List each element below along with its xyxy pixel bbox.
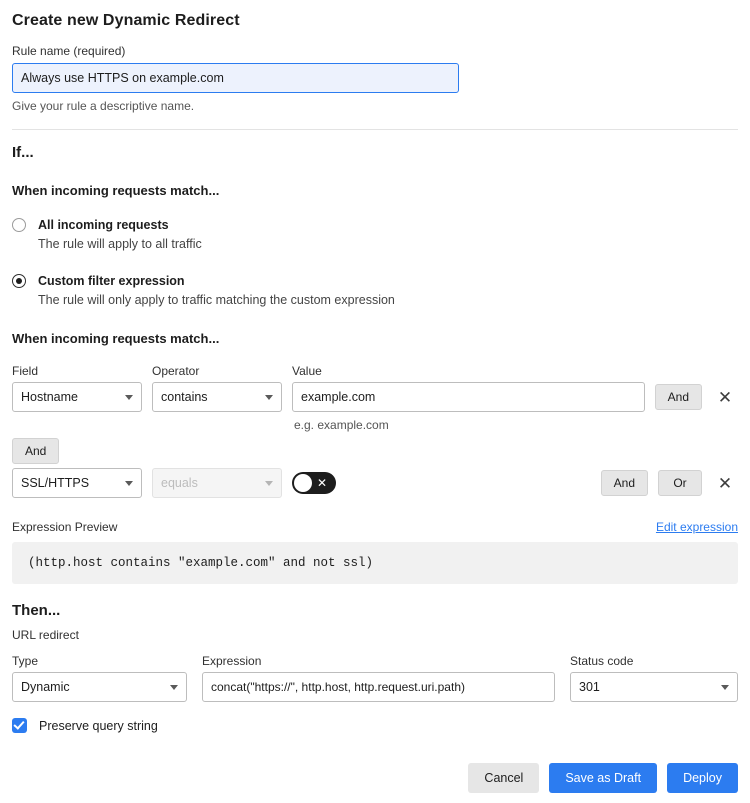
radio-option-all-requests[interactable] — [12, 216, 738, 254]
url-redirect-subtitle: URL redirect — [12, 628, 79, 643]
rule-name-label: Rule name (required) — [12, 44, 126, 58]
then-section-heading: Then... — [12, 602, 61, 620]
operator-select-wrap-2 — [152, 468, 282, 498]
and-button-row-1[interactable]: And — [655, 384, 702, 410]
remove-condition-button-1[interactable]: ✕ — [712, 384, 738, 410]
status-code-select[interactable] — [570, 672, 738, 702]
section-divider — [12, 129, 738, 130]
radio-icon-all-requests[interactable] — [12, 218, 26, 232]
radio-title-custom-filter: Custom filter expression — [38, 273, 185, 288]
field-select-2[interactable] — [12, 468, 142, 498]
rule-name-input[interactable] — [12, 63, 459, 93]
column-header-value: Value — [292, 364, 322, 379]
and-connector-wrap — [12, 432, 738, 464]
field-select-wrap-2[interactable] — [12, 468, 142, 498]
rule-name-help: Give your rule a descriptive name. — [12, 99, 195, 113]
ssl-toggle[interactable] — [292, 472, 336, 494]
then-column-headers — [12, 654, 738, 668]
operator-select-wrap-1[interactable] — [152, 382, 282, 412]
condition-row-1 — [12, 382, 738, 412]
expression-preview-box: (http.host contains "example.com" and not ssl) — [12, 542, 738, 584]
radio-desc-all-requests: The rule will apply to all traffic — [38, 236, 202, 251]
toggle-knob — [294, 474, 312, 492]
condition-column-headers — [12, 364, 738, 378]
field-select-wrap-1[interactable] — [12, 382, 142, 412]
radio-icon-custom-filter[interactable] — [12, 274, 26, 288]
value-input-1[interactable] — [292, 382, 645, 412]
value-hint-1: e.g. example.com — [294, 418, 389, 433]
if-section-heading: If... — [12, 144, 34, 161]
footer-actions — [458, 763, 738, 793]
operator-select-1[interactable] — [152, 382, 282, 412]
and-connector-button[interactable]: And — [12, 438, 59, 464]
preserve-query-string-label: Preserve query string — [39, 718, 158, 733]
save-as-draft-button[interactable]: Save as Draft — [549, 763, 657, 793]
radio-title-all-requests: All incoming requests — [38, 218, 169, 232]
column-header-operator: Operator — [152, 364, 200, 379]
column-header-type: Type — [12, 654, 39, 669]
radio-desc-custom-filter: The rule will only apply to traffic matching the custom expression — [38, 292, 395, 307]
cancel-button[interactable]: Cancel — [468, 763, 539, 793]
condition-row-2 — [12, 468, 738, 498]
edit-expression-link[interactable]: Edit expression — [655, 520, 738, 535]
close-icon: ✕ — [316, 476, 327, 491]
type-select[interactable] — [12, 672, 187, 702]
status-code-select-wrap[interactable] — [570, 672, 738, 702]
match-heading: When incoming requests match... — [12, 183, 220, 198]
column-header-expression: Expression — [202, 654, 262, 669]
and-button-row-2[interactable]: And — [601, 470, 648, 496]
then-row — [12, 672, 738, 702]
or-button-row-2[interactable]: Or — [658, 470, 702, 496]
remove-condition-button-2[interactable]: ✕ — [712, 470, 738, 496]
preserve-query-string-row[interactable] — [12, 718, 738, 733]
column-header-field: Field — [12, 364, 39, 379]
field-select-1[interactable] — [12, 382, 142, 412]
expression-preview-header — [12, 520, 738, 534]
operator-select-2 — [152, 468, 282, 498]
page-title: Create new Dynamic Redirect — [12, 12, 240, 29]
builder-heading: When incoming requests match... — [12, 331, 220, 347]
deploy-button[interactable]: Deploy — [667, 763, 738, 793]
column-header-status-code: Status code — [570, 654, 634, 669]
preserve-query-string-checkbox[interactable] — [12, 718, 27, 733]
match-mode-radio-group — [12, 216, 738, 309]
type-select-wrap[interactable] — [12, 672, 187, 702]
expression-preview-label: Expression Preview — [12, 520, 118, 535]
expression-input[interactable] — [202, 672, 555, 702]
radio-option-custom-filter[interactable] — [12, 272, 738, 310]
